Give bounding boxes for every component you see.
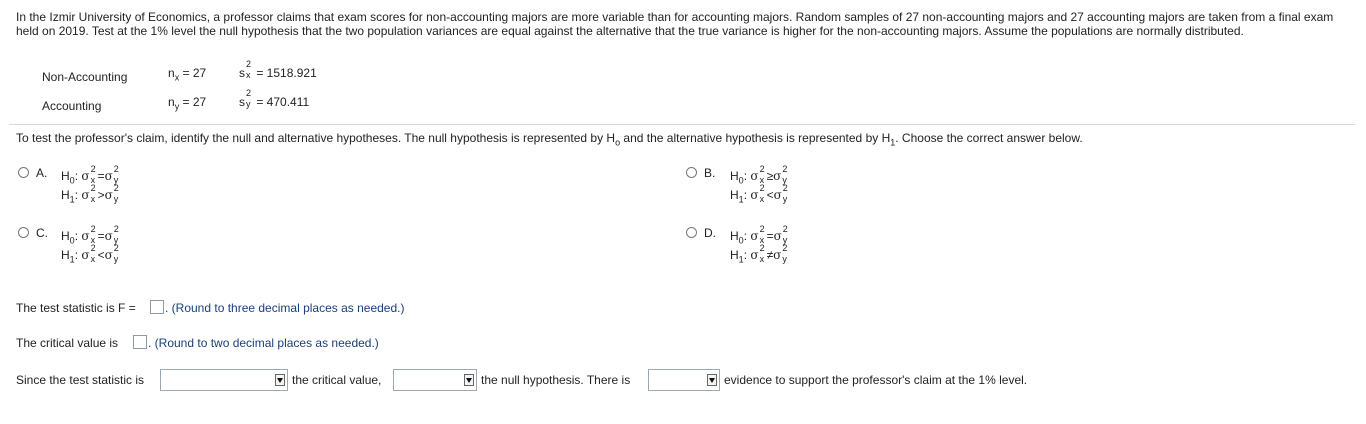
question-text: To test the professor's claim, identify the null and alternative hypotheses. The null hypothesis is represented by $H_o$ and the alternative hypothesis is represented by $H_1$. Choose the correct answer below. <box>16 131 1083 148</box>
conclusion-text-2: the critical value, <box>292 373 382 387</box>
decision-dropdown[interactable] <box>393 369 477 391</box>
critical-value-label: The critical value is <box>16 336 119 350</box>
radio-option-a[interactable] <box>18 167 29 178</box>
row-label-accounting: Accounting <box>42 99 102 113</box>
conclusion-text-4: evidence to support the professor's claim at the 1% level. <box>724 373 1028 387</box>
radio-option-c[interactable] <box>18 227 29 238</box>
conclusion-text-1: Since the test statistic is <box>16 373 145 387</box>
s-x-squared-value: s 2 x = 1518.921 <box>239 59 317 80</box>
conclusion-text-3: the null hypothesis. There is <box>481 373 631 387</box>
option-b-h0: $H_0$: σ 2 x ≥σ 2 y <box>730 164 788 186</box>
problem-statement: In the Izmir University of Economics, a professor claims that exam scores for non-accounting majors are more variable than for accounting majors. Random samples of 27 non-accounting majors and 27 accounting majors are taken from a final exam held on 2019. Test at the 1% level the null hypothesis that the two population variances are equal against the alternative that the true variance is higher for the non-accounting majors. Assume the populations are normally distributed. <box>16 10 1334 39</box>
option-d-h0: $H_0$: σ 2 x =σ 2 y <box>730 224 788 246</box>
critical-value-input[interactable] <box>133 335 147 349</box>
option-letter-d: D. <box>704 226 716 240</box>
test-statistic-input[interactable] <box>150 300 164 314</box>
n-y-value: $n_y = 27$ <box>168 95 207 112</box>
test-statistic-label: The test statistic is F = <box>16 301 136 315</box>
chevron-down-icon <box>275 374 285 386</box>
evidence-dropdown[interactable] <box>648 369 720 391</box>
critical-value-hint: . (Round to two decimal places as needed.) <box>148 336 379 350</box>
radio-option-d[interactable] <box>686 227 697 238</box>
test-statistic-hint: . (Round to three decimal places as needed.) <box>165 301 405 315</box>
n-x-value: $n_x = 27$ <box>168 66 207 83</box>
option-letter-c: C. <box>36 226 48 240</box>
option-a-h0: $H_0$: σ 2 x =σ 2 y <box>61 164 119 186</box>
s-y-squared-value: s 2 y = 470.411 <box>239 88 310 109</box>
option-letter-b: B. <box>704 166 716 180</box>
option-c-h0: $H_0$: σ 2 x =σ 2 y <box>61 224 119 246</box>
radio-option-b[interactable] <box>686 167 697 178</box>
divider <box>9 124 1355 125</box>
option-a-h1: $H_1$: σ 2 x >σ 2 y <box>61 183 119 205</box>
chevron-down-icon <box>464 374 474 386</box>
row-label-non-accounting: Non-Accounting <box>42 70 128 84</box>
option-b-h1: $H_1$: σ 2 x <σ 2 y <box>730 183 788 205</box>
option-letter-a: A. <box>36 166 48 180</box>
option-c-h1: $H_1$: σ 2 x <σ 2 y <box>61 243 119 265</box>
chevron-down-icon <box>707 374 717 386</box>
option-d-h1: $H_1$: σ 2 x ≠σ 2 y <box>730 243 788 265</box>
comparison-dropdown[interactable] <box>160 369 288 391</box>
